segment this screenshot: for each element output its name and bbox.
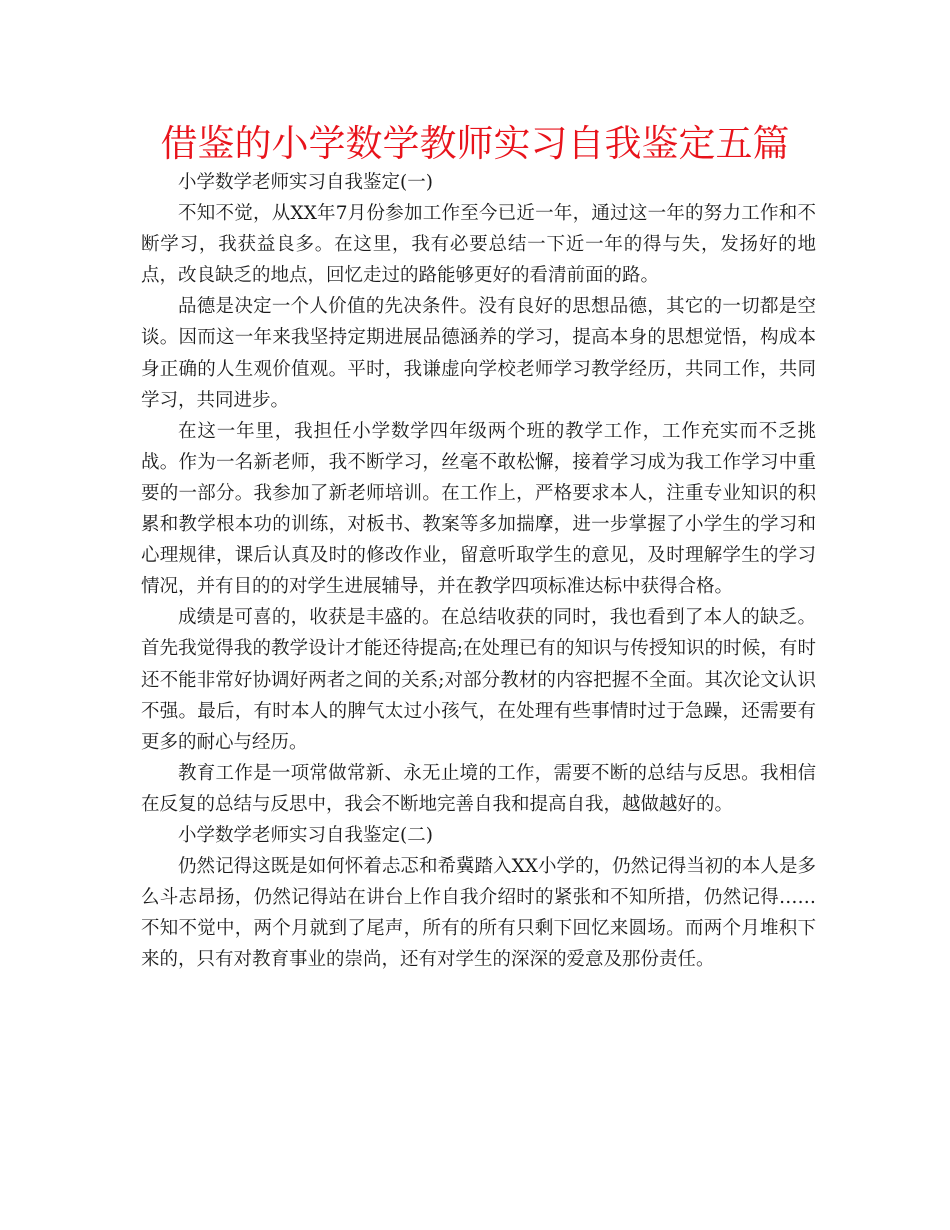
paragraph: 在这一年里，我担任小学数学四年级两个班的教学工作，工作充实而不乏挑战。作为一名新老师，我不断学习，丝毫不敢松懈，接着学习成为我工作学习中重要的一部分。我参加了新老师培训。在工作上，严格要求本人，注重专业知识的积累和教学根本功的训练，对板书、教案等多加揣摩，进一步掌握了小学生的学习和心理规律，课后认真及时的修改作业，留意听取学生的意见，及时理解学生的学习情况，并有目的的对学生进展辅导，并在教学四项标准达标中获得合格。 xyxy=(141,420,816,598)
section-heading-1: 小学数学老师实习自我鉴定(一) xyxy=(178,172,433,193)
section-heading-2: 小学数学老师实习自我鉴定(二) xyxy=(178,824,433,846)
paragraph: 品德是决定一个人价值的先决条件。没有良好的思想品德，其它的一切都是空谈。因而这一年来我坚持定期进展品德涵养的学习，提高本身的思想觉悟，构成本身正确的人生观价值观。平时，我谦虚向学校老师学习教学经历，共同工作，共同学习，共同进步。 xyxy=(141,296,816,411)
paragraph: 教育工作是一项常做常新、永无止境的工作，需要不断的总结与反思。我相信在反复的总结与反思中，我会不断地完善自我和提高自我，越做越好的。 xyxy=(141,762,816,815)
document-body xyxy=(141,167,816,975)
document-title: 借鉴的小学数学教师实习自我鉴定五篇 xyxy=(160,122,790,165)
paragraph: 不知不觉，从XX年7月份参加工作至今已近一年，通过这一年的努力工作和不断学习，我获益良多。在这里，我有必要总结一下近一年的得与失，发扬好的地点，改良缺乏的地点，回忆走过的路能够更好的看清前面的路。 xyxy=(141,203,816,287)
paragraph: 仍然记得这既是如何怀着忐忑和希冀踏入XX小学的，仍然记得当初的本人是多么斗志昂扬，仍然记得站在讲台上作自我介绍时的紧张和不知所措，仍然记得……不知不觉中，两个月就到了尾声，所有的所有只剩下回忆来圆场。而两个月堆积下来的，只有对教育事业的崇尚，还有对学生的深深的爱意及那份责任。 xyxy=(141,856,816,971)
paragraph: 成绩是可喜的，收获是丰盛的。在总结收获的同时，我也看到了本人的缺乏。首先我觉得我的教学设计才能还待提高;在处理已有的知识与传授知识的时候，有时还不能非常好协调好两者之间的关系;对部分教材的内容把握不全面。其次论文认识不强。最后，有时本人的脾气太过小孩气，在处理有些事情时过于急躁，还需要有更多的耐心与经历。 xyxy=(141,607,816,753)
